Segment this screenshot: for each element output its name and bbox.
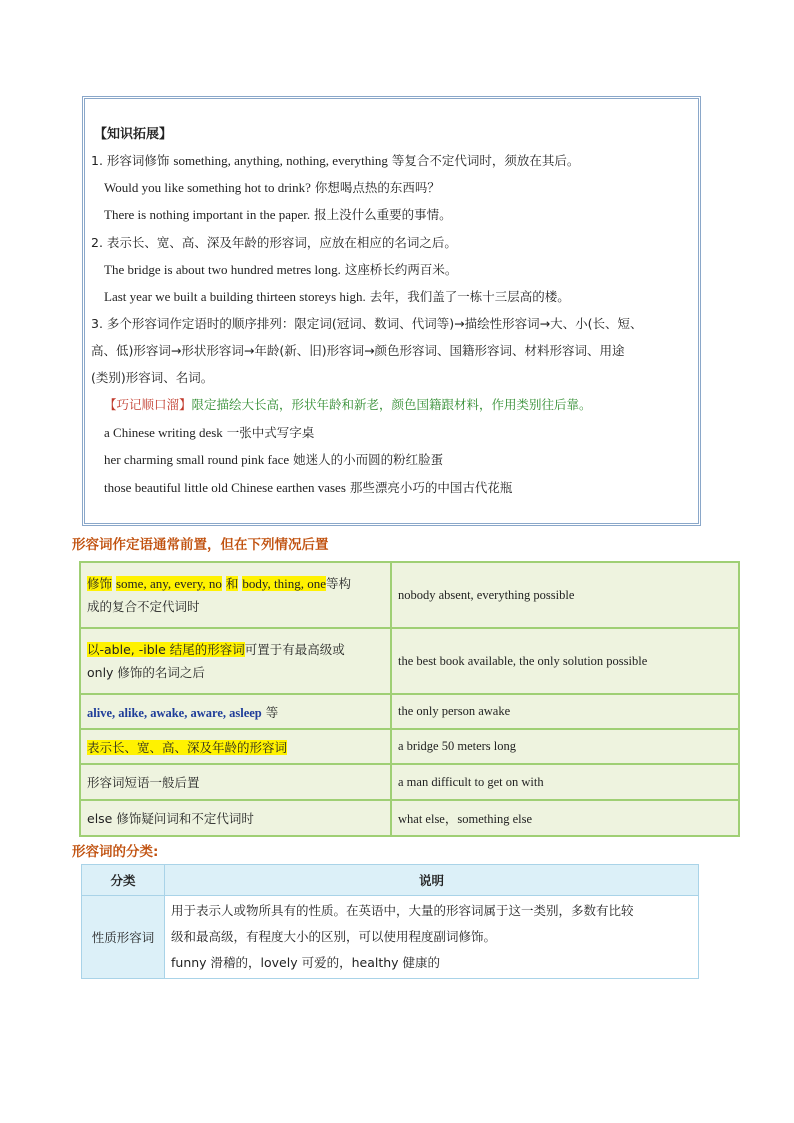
category-name: 性质形容词 [82,896,165,979]
table-cell-example: a man difficult to get on with [391,764,739,800]
item1-example2 [104,207,452,223]
rule-text: 等 [265,704,279,720]
highlight-text: body, thing, one [242,576,327,591]
item3-line3: (类别)形容词、名词。 [91,370,214,385]
table-row [80,562,739,628]
knowledge-title: 【知识拓展】 [94,127,173,142]
example-en: There is nothing important in the paper. [104,207,311,222]
example-en: Last year we built a building thirteen storeys high. [104,289,366,304]
keyword-text: alive, alike, awake, aware, asleep [87,705,262,720]
example-en: Would you like something hot to drink? [104,180,311,195]
mnemonic-label: 【巧记顺口溜】 [104,397,192,412]
item2-example1 [104,262,457,278]
highlight-text: 和 [225,576,239,591]
rule-text: only 修饰的名词之后 [87,665,205,680]
item3-example2 [104,452,443,468]
table-row [80,800,739,836]
table-cell-rule [80,694,391,729]
highlight-text: 修饰 [87,576,113,591]
item1-words: something, anything, nothing, everything [173,153,388,168]
example-en: her charming small round pink face [104,452,290,467]
example-en: a Chinese writing desk [104,425,223,440]
table-cell-rule: 形容词短语一般后置 [80,764,391,800]
example-zh: 那些漂亮小巧的中国古代花瓶 [349,480,513,495]
mnemonic [104,397,592,413]
table-row [80,729,739,764]
example-en: those beautiful little old Chinese earthen vases [104,480,346,495]
table-cell-example: what else，something else [391,800,739,836]
header-category: 分类 [82,865,165,896]
item1-number: 1. [91,153,103,168]
item2-number: 2. [91,235,103,250]
table-row [80,628,739,694]
table-cell-rule [80,729,391,764]
table-row [80,764,739,800]
table-cell-rule [80,562,391,628]
item1-rule [91,153,579,169]
highlight-text: 以-able, -ible 结尾的形容词 [87,642,245,657]
item2-rule [91,235,457,251]
example-zh: 报上没什么重要的事情。 [314,207,452,222]
item3-example1 [104,425,314,441]
example-zh: 她迷人的小而圆的粉红脸蛋 [293,452,444,467]
section-heading-postposition: 形容词作定语通常前置，但在下列情况后置 [72,537,329,553]
description-line: 级和最高级，有程度大小的区别，可以使用程度副词修饰。 [171,929,497,944]
table-row [82,896,699,979]
item3-line1 [91,316,643,332]
table-cell-example: a bridge 50 meters long [391,729,739,764]
description-line: 用于表示人或物所具有的性质。在英语中，大量的形容词属于这一类别，多数有比较 [171,903,634,918]
example-en: The bridge is about two hundred metres long. [104,262,341,277]
table-header-row [82,865,699,896]
description-examples: funny 滑稽的，lovely 可爱的，healthy 健康的 [171,955,441,970]
example-zh: 去年，我们盖了一栋十三层高的楼。 [369,289,570,304]
item3-text: 多个形容词作定语时的顺序排列：限定词(冠词、数词、代词等)→描绘性形容词→大、小(长、短、 [106,316,643,331]
item1-example1 [104,180,440,196]
header-description: 说明 [165,865,699,896]
item2-text: 表示长、宽、高、深及年龄的形容词，应放在相应的名词之后。 [106,235,457,250]
example-zh: 这座桥长约两百米。 [344,262,458,277]
table-cell-example: the best book available, the only solution possible [391,628,739,694]
table-cell-example: the only person awake [391,694,739,729]
rule-text: 成的复合不定代词时 [87,599,200,614]
rule-text: 等构 [326,576,352,591]
section-heading-classification: 形容词的分类: [72,844,159,860]
item1-pre: 形容词修饰 [106,153,170,168]
item3-number: 3. [91,316,103,331]
table-cell-rule [80,628,391,694]
postposition-table [79,561,740,837]
knowledge-box [82,96,701,526]
table-cell-example: nobody absent, everything possible [391,562,739,628]
mnemonic-text: 限定描绘大长高，形状年龄和新老，颜色国籍跟材料，作用类别往后靠。 [191,397,592,412]
highlight-text: some, any, every, no [116,576,222,591]
item2-example2 [104,289,570,305]
item3-example3 [104,480,512,496]
table-row [80,694,739,729]
example-zh: 一张中式写字桌 [226,425,315,440]
item1-post: 等复合不定代词时，须放在其后。 [391,153,580,168]
category-description [165,896,699,979]
classification-table [81,864,699,979]
highlight-text: 表示长、宽、高、深及年龄的形容词 [87,739,288,755]
item3-line2: 高、低)形容词→形状形容词→年龄(新、旧)形容词→颜色形容词、国籍形容词、材料形容词、用途 [91,343,625,358]
table-cell-rule: else 修饰疑问词和不定代词时 [80,800,391,836]
rule-text: 可置于有最高级或 [244,642,345,657]
example-zh: 你想喝点热的东西吗？ [314,180,440,195]
